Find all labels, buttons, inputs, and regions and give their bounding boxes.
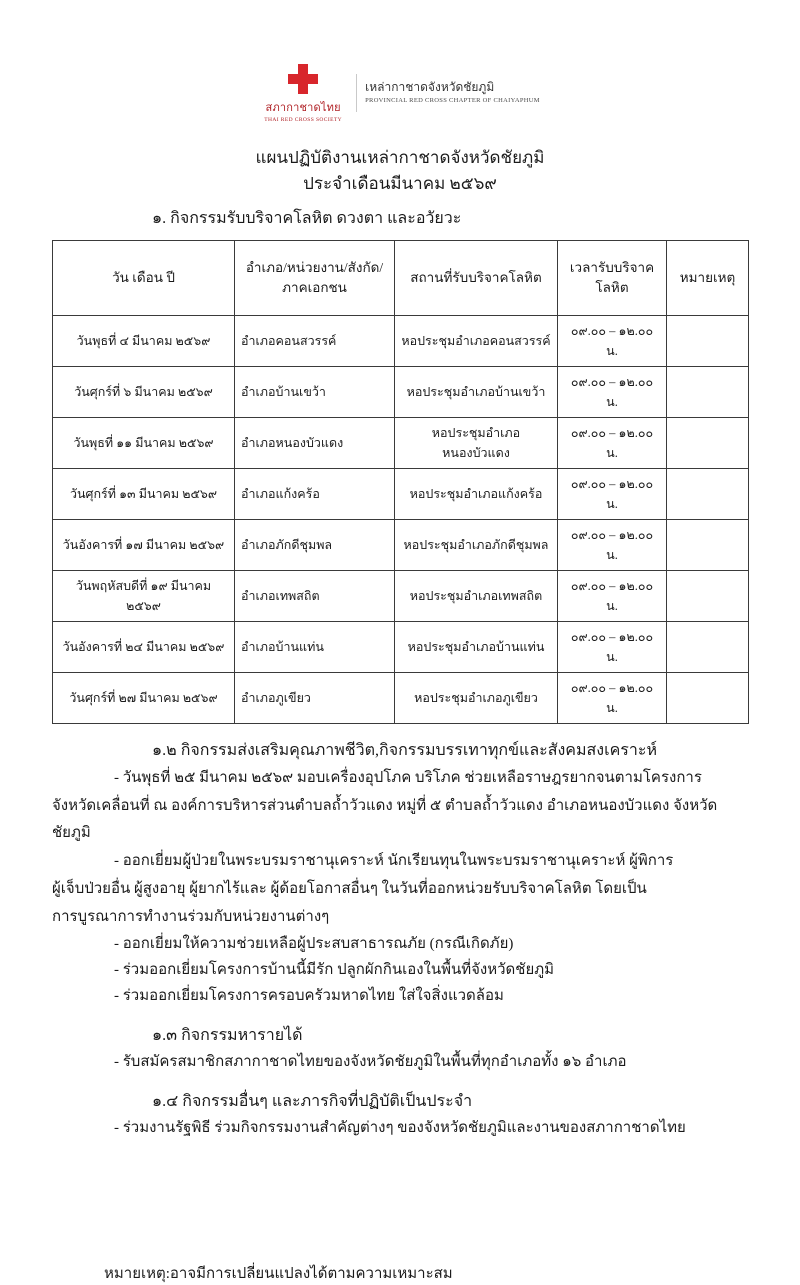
section-1-4-heading: ๑.๔ กิจกรรมอื่นๆ และภารกิจที่ปฏิบัติเป็นประจำ xyxy=(152,1093,473,1111)
cell-date: วันศุกร์ที่ ๑๓ มีนาคม ๒๕๖๙ xyxy=(53,468,235,519)
cell-place: หอประชุมอำเภอบ้านเขว้า xyxy=(395,366,558,417)
cell-place: หอประชุมอำเภอภักดีชุมพล xyxy=(395,519,558,570)
chapter-name-block xyxy=(356,74,540,112)
cell-time: ๐๙.๐๐ – ๑๒.๐๐ น. xyxy=(558,570,667,621)
blood-donation-schedule-table xyxy=(52,240,749,724)
section-1-2-paragraph: ผู้เจ็บป่วยอื่น ผู้สูงอายุ ผู้ยากไร้และ ผู้ด้อยโอกาสอื่นๆ ในวันที่ออกหน่วยรับบริจาคโลหิต โดยเป็น xyxy=(52,881,647,898)
cell-date: วันศุกร์ที่ ๖ มีนาคม ๒๕๖๙ xyxy=(53,366,235,417)
cell-note xyxy=(667,570,749,621)
cell-time: ๐๙.๐๐ – ๑๒.๐๐ น. xyxy=(558,519,667,570)
cell-note xyxy=(667,417,749,468)
column-header-office: อำเภอ/หน่วยงาน/สังกัด/ภาคเอกชน xyxy=(235,240,395,315)
cell-note xyxy=(667,672,749,723)
footer-note: หมายเหตุ:อาจมีการเปลี่ยนแปลงได้ตามความเหมาะสม xyxy=(104,1266,453,1283)
section-1-2-paragraph: - วันพุธที่ ๒๕ มีนาคม ๒๕๖๙ มอบเครื่องอุปโภค บริโภค ช่วยเหลือราษฎรยากจนตามโครงการ xyxy=(114,770,702,787)
cell-place: หอประชุมอำเภอคอนสวรรค์ xyxy=(395,315,558,366)
cell-place: หอประชุมอำเภอแก้งคร้อ xyxy=(395,468,558,519)
cell-note xyxy=(667,315,749,366)
cell-note xyxy=(667,621,749,672)
table-row xyxy=(53,570,749,621)
cell-office: อำเภอเทพสถิต xyxy=(235,570,395,621)
red-cross-icon xyxy=(286,62,320,96)
section-1-2-paragraph: - ออกเยี่ยมผู้ป่วยในพระบรมราชานุเคราะห์ นักเรียนทุนในพระบรมราชานุเคราะห์ ผู้พิการ xyxy=(114,852,674,869)
cell-office: อำเภอคอนสวรรค์ xyxy=(235,315,395,366)
cell-office: อำเภอภูเขียว xyxy=(235,672,395,723)
column-header-note: หมายเหตุ xyxy=(667,240,749,315)
section-1-2-heading: ๑.๒ กิจกรรมส่งเสริมคุณภาพชีวิต,กิจกรรมบรรเทาทุกข์และสังคมสงเคราะห์ xyxy=(152,741,658,759)
page-title: แผนปฏิบัติงานเหล่ากาชาดจังหวัดชัยภูมิ xyxy=(255,148,545,167)
cell-office: อำเภอบ้านแท่น xyxy=(235,621,395,672)
document-header xyxy=(52,62,748,123)
section-1-heading: ๑. กิจกรรมรับบริจาคโลหิต ดวงตา และอวัยวะ xyxy=(152,210,462,227)
cell-note xyxy=(667,468,749,519)
section-1-2-paragraph: จังหวัดเคลื่อนที่ ณ องค์การบริหารส่วนตำบลถ้ำวัวแดง หมู่ที่ ๕ ตำบลถ้ำวัวแดง อำเภอหนองบัวแดง จังหวัดชัยภูมิ xyxy=(52,798,718,841)
table-row xyxy=(53,366,749,417)
section-1-3-heading: ๑.๓ กิจกรรมหารายได้ xyxy=(152,1027,303,1045)
chapter-name-th: เหล่ากาชาดจังหวัดชัยภูมิ xyxy=(365,80,495,95)
cell-date: วันพุธที่ ๔ มีนาคม ๒๕๖๙ xyxy=(53,315,235,366)
cell-date: วันอังคารที่ ๑๗ มีนาคม ๒๕๖๙ xyxy=(53,519,235,570)
column-header-date: วัน เดือน ปี xyxy=(53,240,235,315)
table-row xyxy=(53,315,749,366)
chapter-name-en: PROVINCIAL RED CROSS CHAPTER OF CHAIYAPHUM xyxy=(365,96,540,104)
logo-org-name-th: สภากาชาดไทย xyxy=(265,102,341,114)
cell-time: ๐๙.๐๐ – ๑๒.๐๐ น. xyxy=(558,468,667,519)
table-row xyxy=(53,672,749,723)
cell-date: วันพุธที่ ๑๑ มีนาคม ๒๕๖๙ xyxy=(53,417,235,468)
table-header-row xyxy=(53,240,749,315)
logo-org-name-en: THAI RED CROSS SOCIETY xyxy=(264,117,342,123)
cell-note xyxy=(667,519,749,570)
cell-date: วันศุกร์ที่ ๒๗ มีนาคม ๒๕๖๙ xyxy=(53,672,235,723)
cell-office: อำเภอภักดีชุมพล xyxy=(235,519,395,570)
cell-time: ๐๙.๐๐ – ๑๒.๐๐ น. xyxy=(558,315,667,366)
table-row xyxy=(53,621,749,672)
table-row xyxy=(53,519,749,570)
cell-time: ๐๙.๐๐ – ๑๒.๐๐ น. xyxy=(558,672,667,723)
section-1-2-bullet: - ร่วมออกเยี่ยมโครงการครอบครัวมหาดไทย ใส่ใจสิ่งแวดล้อม xyxy=(114,988,504,1005)
cell-place: หอประชุมอำเภอหนองบัวแดง xyxy=(395,417,558,468)
cell-time: ๐๙.๐๐ – ๑๒.๐๐ น. xyxy=(558,366,667,417)
column-header-place: สถานที่รับบริจาคโลหิต xyxy=(395,240,558,315)
section-1-4-bullet: - ร่วมงานรัฐพิธี ร่วมกิจกรรมงานสำคัญต่างๆ ของจังหวัดชัยภูมิและงานของสภากาชาดไทย xyxy=(114,1119,686,1136)
cell-office: อำเภอบ้านเขว้า xyxy=(235,366,395,417)
thai-red-cross-logo xyxy=(260,62,346,123)
cell-place: หอประชุมอำเภอเทพสถิต xyxy=(395,570,558,621)
cell-office: อำเภอแก้งคร้อ xyxy=(235,468,395,519)
section-1-2-bullet: - ออกเยี่ยมให้ความช่วยเหลือผู้ประสบสาธารณภัย (กรณีเกิดภัย) xyxy=(114,935,514,952)
cell-time: ๐๙.๐๐ – ๑๒.๐๐ น. xyxy=(558,621,667,672)
cell-note xyxy=(667,366,749,417)
table-row xyxy=(53,468,749,519)
cell-place: หอประชุมอำเภอบ้านแท่น xyxy=(395,621,558,672)
cell-date: วันอังคารที่ ๒๔ มีนาคม ๒๕๖๙ xyxy=(53,621,235,672)
page-subtitle: ประจำเดือนมีนาคม ๒๕๖๙ xyxy=(303,173,497,193)
section-1-3-bullet: - รับสมัครสมาชิกสภากาชาดไทยของจังหวัดชัยภูมิในพื้นที่ทุกอำเภอทั้ง ๑๖ อำเภอ xyxy=(114,1054,627,1071)
cell-date: วันพฤหัสบดีที่ ๑๙ มีนาคม ๒๕๖๙ xyxy=(53,570,235,621)
cell-place: หอประชุมอำเภอภูเขียว xyxy=(395,672,558,723)
table-row xyxy=(53,417,749,468)
column-header-time: เวลารับบริจาคโลหิต xyxy=(558,240,667,315)
cell-office: อำเภอหนองบัวแดง xyxy=(235,417,395,468)
cell-time: ๐๙.๐๐ – ๑๒.๐๐ น. xyxy=(558,417,667,468)
section-1-2-bullet: - ร่วมออกเยี่ยมโครงการบ้านนี้มีรัก ปลูกผักกินเองในพื้นที่จังหวัดชัยภูมิ xyxy=(114,961,555,978)
section-1-2-paragraph: การบูรณาการทำงานร่วมกับหน่วยงานต่างๆ xyxy=(52,909,330,926)
